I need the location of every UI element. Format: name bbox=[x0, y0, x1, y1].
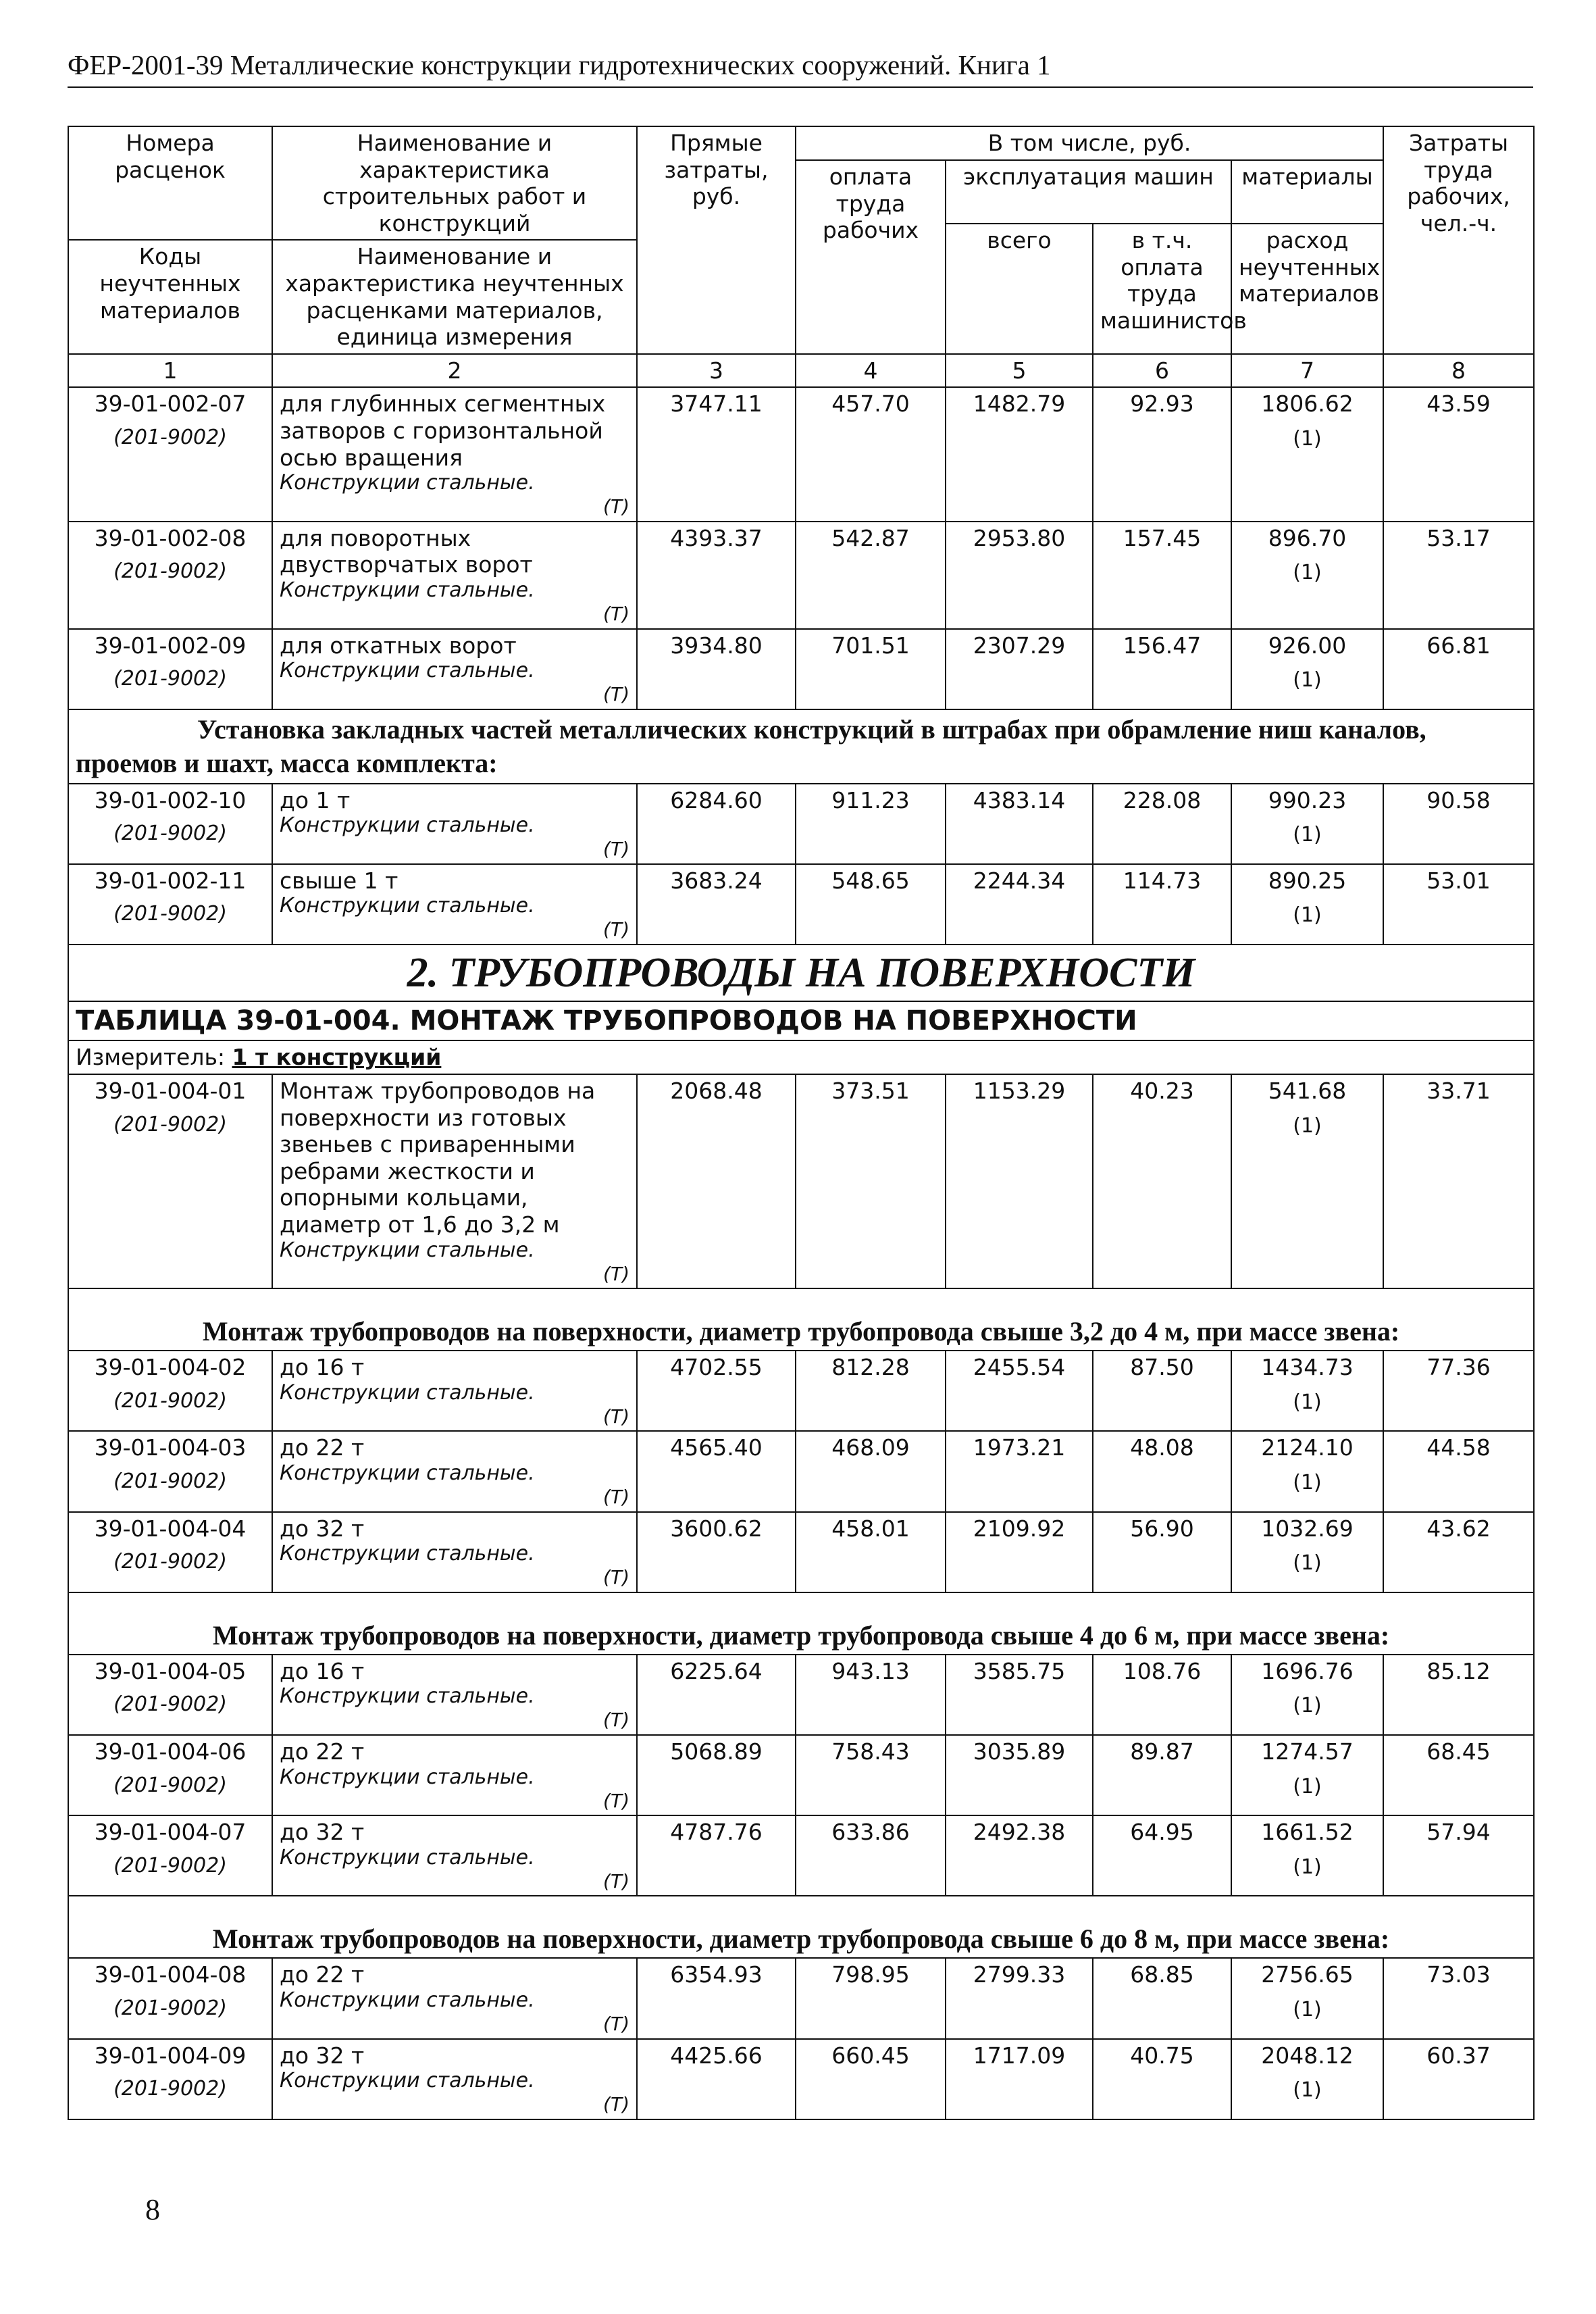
rate-code: 39-01-004-09 bbox=[94, 2042, 247, 2069]
materials-note: (1) bbox=[1293, 561, 1322, 585]
machinist-labor-cost: 89.87 bbox=[1093, 1735, 1231, 1815]
materials-cost: 1032.69 bbox=[1261, 1515, 1354, 1542]
section-heading: Монтаж трубопроводов на поверхности, диаметр трубопровода свыше 4 до 6 м, при массе звена: bbox=[68, 1592, 1534, 1655]
table-title-row bbox=[68, 1001, 1534, 1040]
rate-code-cell bbox=[68, 1074, 272, 1288]
direct-cost: 6225.64 bbox=[637, 1655, 796, 1735]
labor-hours: 90.58 bbox=[1383, 784, 1534, 864]
materials-note: (1) bbox=[1293, 1390, 1322, 1414]
direct-cost: 4565.40 bbox=[637, 1431, 796, 1511]
resource-code: (201-9002) bbox=[113, 902, 227, 926]
work-name: до 22 т bbox=[280, 1434, 365, 1461]
rate-code: 39-01-002-08 bbox=[94, 524, 247, 551]
rate-code: 39-01-004-03 bbox=[94, 1434, 247, 1461]
col8-header: Затраты труда рабочих, чел.-ч. bbox=[1383, 126, 1534, 354]
labor-cost: 911.23 bbox=[796, 784, 946, 864]
machine-cost: 2953.80 bbox=[946, 522, 1093, 629]
work-name: до 22 т bbox=[280, 1738, 365, 1765]
machine-cost: 2109.92 bbox=[946, 1512, 1093, 1592]
machinist-labor-cost: 48.08 bbox=[1093, 1431, 1231, 1511]
machine-cost: 4383.14 bbox=[946, 784, 1093, 864]
material-name: Конструкции стальные. bbox=[280, 813, 535, 838]
unit-mark: (Т) bbox=[603, 838, 629, 861]
unit-mark: (Т) bbox=[603, 1566, 629, 1589]
materials-cost: 1661.52 bbox=[1261, 1819, 1354, 1846]
price-table bbox=[68, 126, 1535, 2120]
direct-cost: 2068.48 bbox=[637, 1074, 796, 1288]
material-name: Конструкции стальные. bbox=[280, 1461, 535, 1485]
direct-cost: 4425.66 bbox=[637, 2039, 796, 2119]
labor-cost: 798.95 bbox=[796, 1958, 946, 2038]
work-name-cell bbox=[272, 864, 637, 945]
labor-hours: 77.36 bbox=[1383, 1351, 1534, 1431]
rate-code: 39-01-004-02 bbox=[94, 1354, 247, 1381]
rate-code-cell bbox=[68, 1655, 272, 1735]
work-name-cell bbox=[272, 1351, 637, 1431]
materials-note: (1) bbox=[1293, 1694, 1322, 1718]
resource-code: (201-9002) bbox=[113, 1996, 227, 2020]
resource-code: (201-9002) bbox=[113, 1692, 227, 1717]
work-name-cell bbox=[272, 522, 637, 629]
col-number: 2 bbox=[272, 354, 637, 388]
rate-row bbox=[68, 1512, 1534, 1592]
materials-cell bbox=[1231, 1074, 1383, 1288]
labor-hours: 66.81 bbox=[1383, 629, 1534, 709]
rate-code-cell bbox=[68, 1735, 272, 1815]
resource-code: (201-9002) bbox=[113, 1469, 227, 1493]
col-number: 5 bbox=[946, 354, 1093, 388]
materials-note: (1) bbox=[1293, 1774, 1322, 1799]
rate-code-cell bbox=[68, 784, 272, 864]
material-name: Конструкции стальные. bbox=[280, 471, 535, 495]
work-name-cell bbox=[272, 1815, 637, 1896]
material-name: Конструкции стальные. bbox=[280, 1542, 535, 1566]
section-heading-row bbox=[68, 1592, 1534, 1655]
direct-cost: 4702.55 bbox=[637, 1351, 796, 1431]
work-name: для откатных ворот bbox=[280, 632, 517, 659]
materials-cell bbox=[1231, 1351, 1383, 1431]
machine-cost: 3035.89 bbox=[946, 1735, 1093, 1815]
materials-cost: 1274.57 bbox=[1261, 1738, 1354, 1765]
resource-code: (201-9002) bbox=[113, 667, 227, 691]
work-name-cell bbox=[272, 2039, 637, 2119]
materials-note: (1) bbox=[1293, 823, 1322, 847]
rate-row bbox=[68, 1351, 1534, 1431]
rate-code-cell bbox=[68, 1815, 272, 1896]
rate-code: 39-01-002-09 bbox=[94, 632, 247, 659]
direct-cost: 6354.93 bbox=[637, 1958, 796, 2038]
work-name: для глубинных сегментных затворов с горизонтальной осью вращения bbox=[280, 391, 606, 471]
rate-code: 39-01-002-10 bbox=[94, 786, 247, 813]
materials-cell bbox=[1231, 864, 1383, 945]
unit-mark: (Т) bbox=[603, 1789, 629, 1812]
work-name: до 16 т bbox=[280, 1354, 365, 1381]
labor-cost: 943.13 bbox=[796, 1655, 946, 1735]
direct-cost: 4393.37 bbox=[637, 522, 796, 629]
materials-cell bbox=[1231, 1655, 1383, 1735]
work-name-cell bbox=[272, 784, 637, 864]
col2-header: Наименование и характеристика строительных работ и конструкций bbox=[272, 126, 637, 240]
direct-cost: 3683.24 bbox=[637, 864, 796, 945]
rate-code: 39-01-004-05 bbox=[94, 1657, 247, 1684]
rate-row bbox=[68, 1815, 1534, 1896]
materials-note: (1) bbox=[1293, 1997, 1322, 2021]
machine-cost: 3585.75 bbox=[946, 1655, 1093, 1735]
work-name-cell bbox=[272, 1074, 637, 1288]
work-name-cell bbox=[272, 1655, 637, 1735]
machinist-labor-cost: 156.47 bbox=[1093, 629, 1231, 709]
material-name: Конструкции стальные. bbox=[280, 1765, 535, 1789]
materials-cell bbox=[1231, 522, 1383, 629]
rate-row bbox=[68, 629, 1534, 709]
labor-cost: 812.28 bbox=[796, 1351, 946, 1431]
materials-note: (1) bbox=[1293, 1551, 1322, 1576]
work-name-cell bbox=[272, 1735, 637, 1815]
labor-cost: 542.87 bbox=[796, 522, 946, 629]
materials-cost: 1696.76 bbox=[1261, 1657, 1354, 1684]
col4-header: оплата труда рабочих bbox=[796, 160, 946, 354]
materials-cost: 1434.73 bbox=[1261, 1354, 1354, 1381]
work-name-cell bbox=[272, 1512, 637, 1592]
materials-cell bbox=[1231, 629, 1383, 709]
labor-hours: 43.62 bbox=[1383, 1512, 1534, 1592]
materials-note: (1) bbox=[1293, 426, 1322, 451]
labor-hours: 85.12 bbox=[1383, 1655, 1534, 1735]
unit-mark: (Т) bbox=[603, 1262, 629, 1285]
material-name: Конструкции стальные. bbox=[280, 1988, 535, 2012]
chapter-title: 2. ТРУБОПРОВОДЫ НА ПОВЕРХНОСТИ bbox=[68, 945, 1534, 1001]
labor-hours: 73.03 bbox=[1383, 1958, 1534, 2038]
machinist-labor-cost: 108.76 bbox=[1093, 1655, 1231, 1735]
rate-row bbox=[68, 1655, 1534, 1735]
labor-hours: 53.01 bbox=[1383, 864, 1534, 945]
rate-code-cell bbox=[68, 1512, 272, 1592]
unit-mark: (Т) bbox=[603, 495, 629, 518]
col-number: 8 bbox=[1383, 354, 1534, 388]
materials-cell bbox=[1231, 1735, 1383, 1815]
rate-code: 39-01-004-06 bbox=[94, 1738, 247, 1765]
labor-hours: 60.37 bbox=[1383, 2039, 1534, 2119]
resource-code: (201-9002) bbox=[113, 1388, 227, 1413]
rate-code: 39-01-004-08 bbox=[94, 1961, 247, 1988]
material-name: Конструкции стальные. bbox=[280, 578, 535, 602]
rate-row bbox=[68, 1958, 1534, 2038]
table-body bbox=[68, 126, 1534, 2119]
resource-code: (201-9002) bbox=[113, 1773, 227, 1797]
labor-hours: 44.58 bbox=[1383, 1431, 1534, 1511]
labor-cost: 468.09 bbox=[796, 1431, 946, 1511]
page-number: 8 bbox=[145, 2193, 160, 2226]
direct-cost: 6284.60 bbox=[637, 784, 796, 864]
machine-cost: 2455.54 bbox=[946, 1351, 1093, 1431]
rate-row bbox=[68, 1074, 1534, 1288]
materials-note: (1) bbox=[1293, 1113, 1322, 1138]
unit-mark: (Т) bbox=[603, 2093, 629, 2116]
measure-label: Измеритель: bbox=[76, 1044, 226, 1071]
materials-cost: 926.00 bbox=[1268, 632, 1347, 659]
work-name: до 32 т bbox=[280, 1819, 365, 1846]
machine-cost: 2307.29 bbox=[946, 629, 1093, 709]
material-name: Конструкции стальные. bbox=[280, 1684, 535, 1709]
unit-mark: (Т) bbox=[603, 918, 629, 941]
materials-cost: 2124.10 bbox=[1261, 1434, 1354, 1461]
work-name: до 22 т bbox=[280, 1961, 365, 1988]
machine-cost: 1973.21 bbox=[946, 1431, 1093, 1511]
materials-cost: 541.68 bbox=[1268, 1078, 1347, 1105]
table-title: ТАБЛИЦА 39-01-004. МОНТАЖ ТРУБОПРОВОДОВ НА ПОВЕРХНОСТИ bbox=[68, 1001, 1534, 1040]
work-name: до 16 т bbox=[280, 1657, 365, 1684]
materials-cell bbox=[1231, 1958, 1383, 2038]
col7-header: расход неучтенных материалов bbox=[1231, 224, 1383, 354]
section-heading: Монтаж трубопроводов на поверхности, диаметр трубопровода свыше 3,2 до 4 м, при массе звена: bbox=[68, 1288, 1534, 1351]
materials-cell bbox=[1231, 1512, 1383, 1592]
col3-header: Прямые затраты, руб. bbox=[637, 126, 796, 354]
col5-header: всего bbox=[946, 224, 1093, 354]
machine-cost: 2799.33 bbox=[946, 1958, 1093, 2038]
section-heading: Монтаж трубопроводов на поверхности, диаметр трубопровода свыше 6 до 8 м, при массе звена: bbox=[68, 1896, 1534, 1958]
labor-hours: 33.71 bbox=[1383, 1074, 1534, 1288]
machine-cost: 1482.79 bbox=[946, 387, 1093, 521]
labor-hours: 43.59 bbox=[1383, 387, 1534, 521]
resource-code: (201-9002) bbox=[113, 822, 227, 846]
materials-cost: 890.25 bbox=[1268, 867, 1347, 894]
work-name: до 32 т bbox=[280, 2042, 365, 2069]
materials-note: (1) bbox=[1293, 2078, 1322, 2103]
machine-cost: 1717.09 bbox=[946, 2039, 1093, 2119]
unit-mark: (Т) bbox=[603, 1485, 629, 1508]
col-number: 4 bbox=[796, 354, 946, 388]
unit-mark: (Т) bbox=[603, 602, 629, 625]
rate-code: 39-01-002-07 bbox=[94, 391, 247, 418]
work-name-cell bbox=[272, 1431, 637, 1511]
work-name: для поворотных двустворчатых ворот bbox=[280, 524, 533, 578]
material-name: Конструкции стальные. bbox=[280, 659, 535, 683]
measure-value: 1 т конструкций bbox=[232, 1044, 442, 1071]
materials-cell bbox=[1231, 1815, 1383, 1896]
col1-subheader: Коды неучтенных материалов bbox=[68, 240, 272, 353]
header-row-1 bbox=[68, 126, 1534, 160]
work-name: свыше 1 т bbox=[280, 867, 398, 894]
page-header: ФЕР-2001-39 Металлические конструкции гидротехнических сооружений. Книга 1 bbox=[68, 49, 1533, 88]
rate-code-cell bbox=[68, 387, 272, 521]
machine-cost: 2492.38 bbox=[946, 1815, 1093, 1896]
work-name-cell bbox=[272, 629, 637, 709]
rate-code: 39-01-002-11 bbox=[94, 867, 247, 894]
work-name-cell bbox=[272, 1958, 637, 2038]
rate-code-cell bbox=[68, 629, 272, 709]
material-name: Конструкции стальные. bbox=[280, 1238, 535, 1262]
machinist-labor-cost: 157.45 bbox=[1093, 522, 1231, 629]
resource-code: (201-9002) bbox=[113, 559, 227, 584]
direct-cost: 4787.76 bbox=[637, 1815, 796, 1896]
machinist-labor-cost: 40.23 bbox=[1093, 1074, 1231, 1288]
unit-mark: (Т) bbox=[603, 1869, 629, 1892]
col1-header: Номера расценок bbox=[68, 126, 272, 240]
materials-cell bbox=[1231, 784, 1383, 864]
resource-code: (201-9002) bbox=[113, 1853, 227, 1878]
section-heading-row bbox=[68, 1896, 1534, 1958]
machinist-labor-cost: 56.90 bbox=[1093, 1512, 1231, 1592]
chapter-title-row bbox=[68, 945, 1534, 1001]
machines-header: эксплуатация машин bbox=[946, 160, 1231, 224]
material-name: Конструкции стальные. bbox=[280, 2069, 535, 2093]
rate-code: 39-01-004-07 bbox=[94, 1819, 247, 1846]
materials-cost: 2756.65 bbox=[1261, 1961, 1354, 1988]
machinist-labor-cost: 114.73 bbox=[1093, 864, 1231, 945]
materials-note: (1) bbox=[1293, 903, 1322, 928]
rate-code: 39-01-004-01 bbox=[94, 1078, 247, 1105]
section-heading-row bbox=[68, 709, 1534, 784]
materials-cost: 896.70 bbox=[1268, 524, 1347, 551]
labor-cost: 758.43 bbox=[796, 1735, 946, 1815]
material-name: Конструкции стальные. bbox=[280, 1380, 535, 1405]
labor-cost: 660.45 bbox=[796, 2039, 946, 2119]
rate-row bbox=[68, 1735, 1534, 1815]
rate-row bbox=[68, 387, 1534, 521]
materials-note: (1) bbox=[1293, 668, 1322, 693]
section-heading: Установка закладных частей металлических конструкций в штрабах при обрамление ниш каналов, проемов и шахт, масса комплекта: bbox=[68, 709, 1534, 784]
col-number: 7 bbox=[1231, 354, 1383, 388]
work-name-cell bbox=[272, 387, 637, 521]
materials-cell bbox=[1231, 1431, 1383, 1511]
rate-code-cell bbox=[68, 1431, 272, 1511]
measure bbox=[68, 1040, 1534, 1074]
col6-header: в т.ч. оплата труда машинистов bbox=[1093, 224, 1231, 354]
labor-cost: 373.51 bbox=[796, 1074, 946, 1288]
including-header: В том числе, руб. bbox=[796, 126, 1383, 160]
material-name: Конструкции стальные. bbox=[280, 894, 535, 918]
materials-cost: 2048.12 bbox=[1261, 2042, 1354, 2069]
labor-cost: 701.51 bbox=[796, 629, 946, 709]
col-number: 3 bbox=[637, 354, 796, 388]
materials-cell bbox=[1231, 387, 1383, 521]
labor-cost: 457.70 bbox=[796, 387, 946, 521]
rate-code-cell bbox=[68, 1958, 272, 2038]
rate-row bbox=[68, 522, 1534, 629]
labor-hours: 68.45 bbox=[1383, 1735, 1534, 1815]
work-name: до 32 т bbox=[280, 1515, 365, 1542]
materials-cell bbox=[1231, 2039, 1383, 2119]
col-number: 1 bbox=[68, 354, 272, 388]
materials-note: (1) bbox=[1293, 1855, 1322, 1879]
machine-cost: 1153.29 bbox=[946, 1074, 1093, 1288]
rate-code-cell bbox=[68, 2039, 272, 2119]
rate-row bbox=[68, 864, 1534, 945]
machinist-labor-cost: 64.95 bbox=[1093, 1815, 1231, 1896]
unit-mark: (Т) bbox=[603, 1405, 629, 1428]
rate-row bbox=[68, 1431, 1534, 1511]
work-name: до 1 т bbox=[280, 786, 351, 813]
col-number: 6 bbox=[1093, 354, 1231, 388]
direct-cost: 5068.89 bbox=[637, 1735, 796, 1815]
col2-subheader: Наименование и характеристика неучтенных расценками материалов, единица измерения bbox=[272, 240, 637, 353]
unit-mark: (Т) bbox=[603, 1709, 629, 1732]
machinist-labor-cost: 92.93 bbox=[1093, 387, 1231, 521]
machine-cost: 2244.34 bbox=[946, 864, 1093, 945]
rate-row bbox=[68, 784, 1534, 864]
column-numbers-row bbox=[68, 354, 1534, 388]
materials-note: (1) bbox=[1293, 1470, 1322, 1494]
rate-code-cell bbox=[68, 522, 272, 629]
rate-code-cell bbox=[68, 864, 272, 945]
rate-code: 39-01-004-04 bbox=[94, 1515, 247, 1542]
work-name: Монтаж трубопроводов на поверхности из готовых звеньев с приваренными ребрами жесткости и опорными кольцами, диаметр от 1,6 до 3,2 м bbox=[280, 1078, 596, 1238]
labor-hours: 53.17 bbox=[1383, 522, 1534, 629]
unit-mark: (Т) bbox=[603, 2012, 629, 2035]
resource-code: (201-9002) bbox=[113, 1550, 227, 1574]
machinist-labor-cost: 228.08 bbox=[1093, 784, 1231, 864]
material-name: Конструкции стальные. bbox=[280, 1845, 535, 1869]
machinist-labor-cost: 40.75 bbox=[1093, 2039, 1231, 2119]
direct-cost: 3934.80 bbox=[637, 629, 796, 709]
labor-cost: 548.65 bbox=[796, 864, 946, 945]
rate-row bbox=[68, 2039, 1534, 2119]
direct-cost: 3747.11 bbox=[637, 387, 796, 521]
measure-row bbox=[68, 1040, 1534, 1074]
direct-cost: 3600.62 bbox=[637, 1512, 796, 1592]
labor-hours: 57.94 bbox=[1383, 1815, 1534, 1896]
resource-code: (201-9002) bbox=[113, 425, 227, 449]
machinist-labor-cost: 68.85 bbox=[1093, 1958, 1231, 2038]
resource-code: (201-9002) bbox=[113, 2077, 227, 2101]
machinist-labor-cost: 87.50 bbox=[1093, 1351, 1231, 1431]
materials-cost: 990.23 bbox=[1268, 786, 1347, 813]
labor-cost: 633.86 bbox=[796, 1815, 946, 1896]
rate-code-cell bbox=[68, 1351, 272, 1431]
unit-mark: (Т) bbox=[603, 683, 629, 706]
materials-cost: 1806.62 bbox=[1261, 391, 1354, 418]
section-heading-row bbox=[68, 1288, 1534, 1351]
materials-header: материалы bbox=[1231, 160, 1383, 224]
labor-cost: 458.01 bbox=[796, 1512, 946, 1592]
resource-code: (201-9002) bbox=[113, 1112, 227, 1136]
